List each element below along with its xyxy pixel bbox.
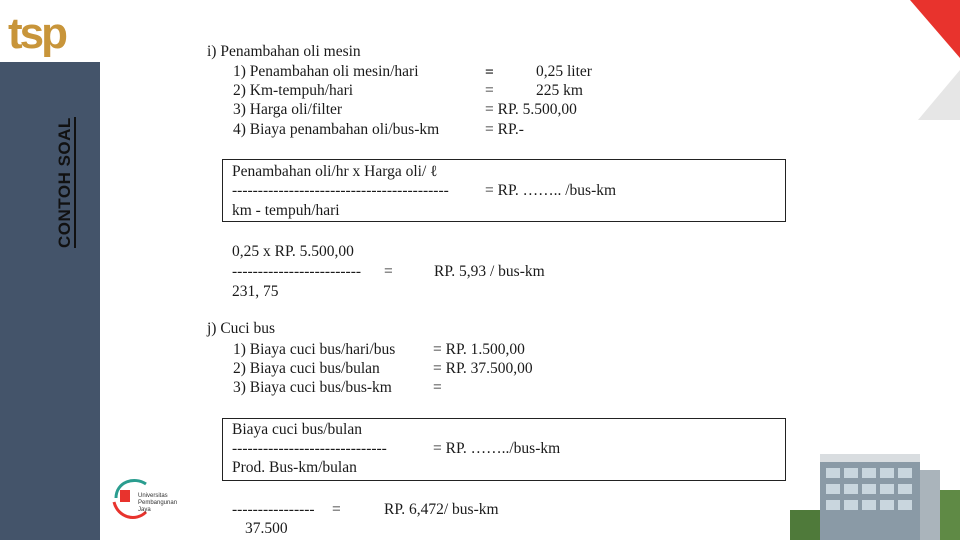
section-i-item-4-label: 4) Biaya penambahan oli/bus-km — [233, 121, 440, 138]
section-j-item-3-value: = — [433, 379, 442, 396]
section-i-calc-denominator: 231, 75 — [232, 283, 279, 300]
section-i-formula-dashes: ------------------------------------------ — [232, 182, 449, 199]
section-i-item-3-label: 3) Harga oli/filter — [233, 101, 343, 118]
section-i-item-1-eq: = — [485, 64, 494, 81]
university-name — [138, 493, 177, 514]
section-j-item-1-label: 1) Biaya cuci bus/hari/bus — [233, 341, 396, 358]
university-name-line-2: Pembangunan — [138, 500, 178, 506]
sidebar-panel — [0, 62, 100, 540]
section-i-calc-result: RP. 5,93 / bus-km — [434, 263, 545, 280]
corner-red-triangle — [910, 0, 960, 58]
section-j-calc-eq: = — [332, 501, 341, 518]
section-j-item-2-label: 2) Biaya cuci bus/bulan — [233, 360, 380, 377]
section-j-formula-dashes: ------------------------------ — [232, 440, 387, 457]
section-i-item-1-value: 0,25 liter — [536, 63, 592, 80]
section-j-heading: j) Cuci bus — [207, 320, 276, 337]
section-j-calc-denominator: 37.500 — [245, 520, 288, 537]
section-i-item-2-label: 2) Km-tempuh/hari — [233, 82, 354, 99]
section-i-item-3-value: = RP. 5.500,00 — [485, 101, 577, 118]
section-j-formula-denominator: Prod. Bus-km/bulan — [232, 459, 357, 476]
campus-building-image — [790, 430, 960, 540]
tsp-logo: tsp — [8, 9, 65, 58]
section-i-item-2-value: 225 km — [536, 82, 583, 99]
section-i-heading: i) Penambahan oli mesin — [207, 43, 361, 60]
section-i-calc-eq: = — [384, 263, 393, 280]
section-j-item-3-label: 3) Biaya cuci bus/bus-km — [233, 379, 392, 396]
section-i-formula-denominator: km - tempuh/hari — [232, 202, 340, 219]
section-i-item-2-eq: = — [485, 82, 494, 99]
section-j-formula-result: = RP. ……../bus-km — [433, 440, 561, 457]
section-j-item-2-value: = RP. 37.500,00 — [433, 360, 533, 377]
section-i-formula-numerator: Penambahan oli/hr x Harga oli/ ℓ — [232, 163, 438, 180]
corner-decoration — [900, 0, 960, 120]
section-j-formula-numerator: Biaya cuci bus/bulan — [232, 421, 362, 438]
section-j-item-1-value: = RP. 1.500,00 — [433, 341, 525, 358]
sidebar-title: CONTOH SOAL — [55, 117, 74, 248]
section-i-calc-dashes: ------------------------- — [232, 263, 362, 280]
corner-gray-triangle — [918, 70, 960, 120]
section-j-calc-dashes: ---------------- — [232, 501, 315, 518]
section-i-calc-numerator: 0,25 x RP. 5.500,00 — [232, 243, 354, 260]
section-j-calc-result: RP. 6,472/ bus-km — [384, 501, 499, 518]
section-i-item-1-label: 1) Penambahan oli mesin/hari — [233, 63, 419, 80]
university-name-line-1: Universitas — [138, 493, 168, 499]
section-i-formula-result: = RP. …….. /bus-km — [485, 182, 617, 199]
section-i-item-4-value: = RP.- — [485, 121, 524, 138]
university-name-line-3: Jaya — [138, 507, 151, 513]
